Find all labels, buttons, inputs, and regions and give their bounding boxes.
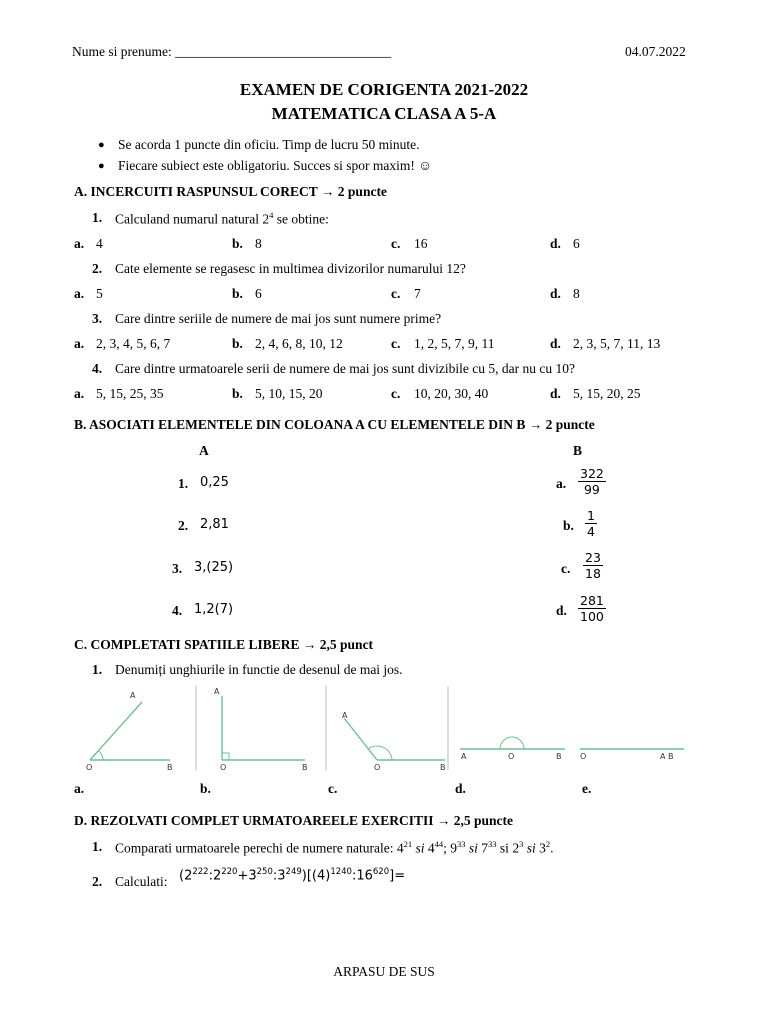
- option-letter: a.: [74, 286, 85, 301]
- question-number: 3.: [92, 311, 103, 326]
- question-number: 2.: [92, 874, 103, 889]
- question-a3-text: Care dintre seriile de numere de mai jos sunt numere prime?: [115, 311, 442, 326]
- option-letter: c.: [391, 386, 401, 401]
- match-a-number: 3.: [172, 561, 183, 576]
- option-a2-c[interactable]: 7: [414, 286, 421, 301]
- point-label: A: [130, 691, 136, 700]
- section-c-heading: C. COMPLETATI SPATIILE LIBERE → 2,5 punct: [74, 637, 374, 652]
- exam-subtitle: MATEMATICA CLASA A 5-A: [271, 104, 497, 123]
- option-letter: c.: [391, 286, 401, 301]
- question-a2-text: Cate elemente se regasesc in multimea divizorilor numarului 12?: [115, 261, 466, 276]
- option-letter: a.: [74, 386, 85, 401]
- bullet-icon: ●: [98, 160, 105, 172]
- option-a2-d[interactable]: 8: [573, 286, 580, 301]
- match-a-value[interactable]: 1,2(7): [194, 602, 234, 617]
- angle-d-straight: [460, 737, 565, 761]
- match-a-value[interactable]: 3,(25): [194, 560, 234, 575]
- point-label: O: [580, 752, 587, 761]
- angle-c-obtuse: [342, 711, 446, 772]
- instruction-2: Fiecare subiect este obligatoriu. Succes si spor maxim! ☺: [118, 158, 433, 173]
- option-a4-c[interactable]: 10, 20, 30, 40: [414, 386, 489, 401]
- angle-a-acute: [86, 691, 173, 772]
- match-b-fraction[interactable]: $\frac{322}{99}$: [580, 466, 604, 497]
- figure-letter: d.: [455, 781, 466, 796]
- point-label: O: [86, 763, 93, 772]
- option-a3-a[interactable]: 2, 3, 4, 5, 6, 7: [96, 336, 171, 351]
- point-label: B: [440, 763, 446, 772]
- bullet-icon: ●: [98, 139, 105, 151]
- question-d2-expression: $(2^{222}:2^{220}+3^{250}:3^{249})[(4)^{1240}:16^{620}]=$: [179, 867, 406, 884]
- option-letter: d.: [550, 386, 561, 401]
- point-label: A: [461, 752, 467, 761]
- option-a4-a[interactable]: 5, 15, 25, 35: [96, 386, 164, 401]
- point-label: O: [508, 752, 515, 761]
- option-letter: d.: [550, 286, 561, 301]
- option-letter: d.: [550, 236, 561, 251]
- option-letter: c.: [391, 336, 401, 351]
- question-d1-text: Comparati urmatoarele perechi de numere naturale: $4^{21}$ si $4^{44}$; $9^{33}$ si $7^{33}$ si $2^3$ si $3^2$.: [115, 839, 554, 856]
- point-label: O: [220, 763, 227, 772]
- angle-b-right: [214, 687, 308, 772]
- match-b-fraction[interactable]: $\frac{1}{4}$: [587, 508, 595, 539]
- option-letter: b.: [232, 286, 243, 301]
- point-label: A: [214, 687, 220, 696]
- match-a-value[interactable]: 2,81: [200, 517, 229, 532]
- question-a1-text: Calculand numarul natural $2^4$ se obtine:: [115, 210, 329, 227]
- point-label: B: [302, 763, 308, 772]
- option-a1-a[interactable]: 4: [96, 236, 103, 251]
- match-a-value[interactable]: 0,25: [200, 475, 229, 490]
- option-a1-c[interactable]: 16: [414, 236, 428, 251]
- section-d-heading: D. REZOLVATI COMPLET URMATOAREELE EXERCITII → 2,5 puncte: [74, 813, 513, 828]
- figure-letter: c.: [328, 781, 338, 796]
- question-number: 4.: [92, 361, 103, 376]
- option-letter: a.: [74, 236, 85, 251]
- match-b-letter: b.: [563, 518, 574, 533]
- option-a2-b[interactable]: 6: [255, 286, 262, 301]
- option-letter: c.: [391, 236, 401, 251]
- option-a3-b[interactable]: 2, 4, 6, 8, 10, 12: [255, 336, 343, 351]
- option-letter: b.: [232, 236, 243, 251]
- match-b-letter: c.: [561, 561, 571, 576]
- figure-letter: e.: [582, 781, 592, 796]
- figure-letter: a.: [74, 781, 85, 796]
- name-field-label: Nume si prenume: ________________________________: [72, 44, 392, 59]
- column-a-header: A: [199, 443, 209, 458]
- option-a3-d[interactable]: 2, 3, 5, 7, 11, 13: [573, 336, 661, 351]
- option-a2-a[interactable]: 5: [96, 286, 103, 301]
- match-b-fraction[interactable]: $\frac{281}{100}$: [580, 593, 604, 624]
- footer-school: ARPASU DE SUS: [333, 964, 435, 979]
- point-label: B: [556, 752, 562, 761]
- question-number: 1.: [92, 839, 103, 854]
- question-a4-text: Care dintre urmatoarele serii de numere de mai jos sunt divizibile cu 5, dar nu cu 10?: [115, 361, 575, 376]
- option-a4-b[interactable]: 5, 10, 15, 20: [255, 386, 323, 401]
- question-number: 1.: [92, 662, 103, 677]
- question-d2-label: Calculati:: [115, 874, 168, 889]
- question-number: 2.: [92, 261, 103, 276]
- instruction-1: Se acorda 1 puncte din oficiu. Timp de lucru 50 minute.: [118, 137, 420, 152]
- match-a-number: 1.: [178, 476, 189, 491]
- option-a1-d[interactable]: 6: [573, 236, 580, 251]
- option-a3-c[interactable]: 1, 2, 5, 7, 9, 11: [414, 336, 495, 351]
- exam-title: EXAMEN DE CORIGENTA 2021-2022: [239, 80, 529, 99]
- question-number: 1.: [92, 210, 103, 225]
- match-a-number: 2.: [178, 518, 189, 533]
- option-letter: b.: [232, 386, 243, 401]
- point-label: A: [342, 711, 348, 720]
- question-c1-text: Denumiți unghiurile in functie de desenul de mai jos.: [115, 662, 403, 677]
- match-b-letter: d.: [556, 603, 567, 618]
- option-letter: d.: [550, 336, 561, 351]
- point-label: O: [374, 763, 381, 772]
- option-a4-d[interactable]: 5, 15, 20, 25: [573, 386, 641, 401]
- option-a1-b[interactable]: 8: [255, 236, 262, 251]
- point-label: A B: [660, 752, 674, 761]
- match-a-number: 4.: [172, 603, 183, 618]
- angle-e-null: [580, 749, 684, 761]
- exam-date: 04.07.2022: [625, 44, 686, 59]
- angles-figure: [0, 680, 768, 780]
- column-b-header: B: [573, 443, 583, 458]
- option-letter: b.: [232, 336, 243, 351]
- section-a-heading: A. INCERCUITI RASPUNSUL CORECT → 2 puncte: [74, 184, 387, 199]
- match-b-fraction[interactable]: $\frac{23}{18}$: [585, 550, 601, 581]
- match-b-letter: a.: [556, 476, 567, 491]
- point-label: B: [167, 763, 173, 772]
- section-b-heading: B. ASOCIATI ELEMENTELE DIN COLOANA A CU ELEMENTELE DIN B → 2 puncte: [74, 417, 595, 432]
- option-letter: a.: [74, 336, 85, 351]
- figure-letter: b.: [200, 781, 211, 796]
